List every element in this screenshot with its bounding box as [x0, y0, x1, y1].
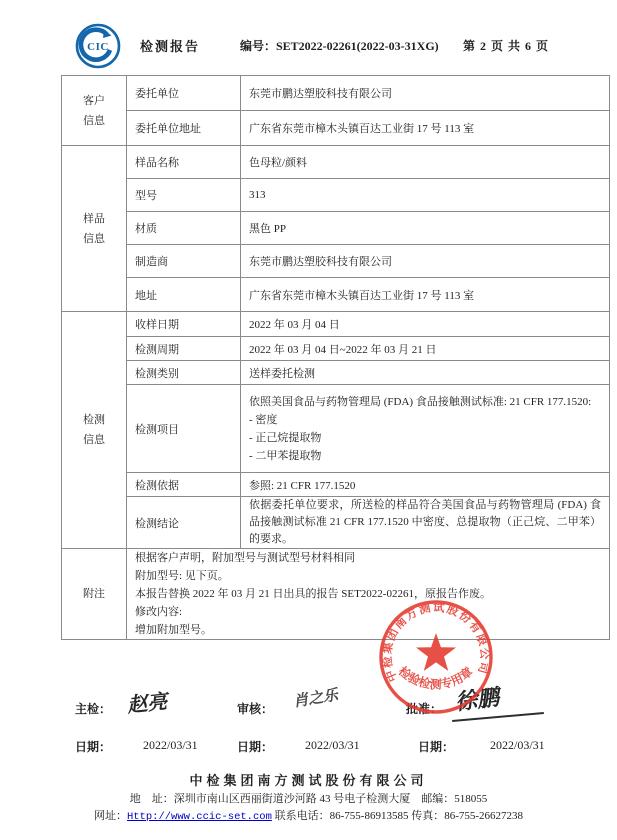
field-label: 地址: [127, 278, 241, 312]
signature-approver: 徐鹏: [453, 684, 501, 715]
svg-text:CIC: CIC: [87, 41, 109, 53]
notes-cell: [127, 549, 610, 640]
group-label-line: 客户: [83, 94, 105, 107]
group-test-info: [62, 312, 127, 549]
footer-company-name: 中检集团南方测试股份有限公司: [189, 773, 428, 788]
group-label-line: 信息: [83, 232, 105, 245]
svg-text:检验检测专用章: [396, 663, 476, 692]
stamp-banner-text: 检验检测专用章: [395, 663, 476, 692]
ccic-logo-icon: [74, 22, 122, 70]
field-value: 色母粒/颜料: [241, 146, 610, 179]
field-label: 检测周期: [127, 337, 241, 361]
field-label: 材质: [127, 212, 241, 245]
field-value: 黑色 PP: [241, 212, 610, 245]
field-value: 送样委托检测: [241, 361, 610, 385]
field-label: 检测结论: [127, 497, 241, 549]
footer-address: 地 址：深圳市南山区西丽街道沙河路 43 号电子检测大厦 邮编：518055: [129, 793, 488, 805]
stamp-ring-text: 中检集团南方测试股份有限公司: [381, 601, 491, 684]
test-conclusion: 依据委托单位要求，所送检的样品符合美国食品与药物管理局 (FDA) 食品接触测试标准 21 CFR 177.1520 中密度、总提取物（正己烷、二甲苯）的要求。: [249, 499, 601, 545]
group-label-line: 样品: [83, 212, 105, 225]
role-label-chief: 主检：: [75, 702, 112, 716]
doc-title: 检测报告: [140, 39, 201, 54]
role-label-approver: 批准：: [406, 702, 443, 716]
date-label: 日期：: [75, 740, 112, 754]
group-label-line: 信息: [83, 114, 105, 127]
test-item: - 二甲苯提取物: [249, 449, 322, 462]
field-label: 制造商: [127, 245, 241, 278]
signature-reviewer: 肖之乐: [292, 687, 340, 711]
field-label: 委托单位地址: [127, 111, 241, 146]
field-value: 2022 年 03 月 04 日: [241, 312, 610, 337]
field-value: 2022 年 03 月 04 日~2022 年 03 月 21 日: [241, 337, 610, 361]
note-line: 根据客户声明，附加型号与测试型号材料相同: [135, 552, 355, 564]
note-line: 附加型号: 见下页。: [135, 570, 229, 582]
group-customer-info: [62, 76, 127, 146]
group-notes: [62, 549, 127, 640]
report-number: 编号：SET2022-02261(2022-03-31XG): [240, 39, 439, 53]
footer-phone: 联系电话：86-755-86913585: [274, 810, 409, 822]
footer-website-label: 网址：: [93, 810, 127, 822]
note-line: 增加附加型号。: [135, 624, 212, 636]
date-value: 2022/03/31: [143, 738, 198, 752]
test-item: - 正己烷提取物: [249, 431, 322, 444]
field-label: 收样日期: [127, 312, 241, 337]
field-label: 检测依据: [127, 473, 241, 497]
field-label: 样品名称: [127, 146, 241, 179]
group-label-line: 信息: [83, 434, 105, 446]
date-label: 日期：: [418, 740, 455, 754]
report-table: [61, 75, 610, 640]
footer-fax: 传真：86-755-26627238: [411, 810, 524, 822]
test-item: - 密度: [249, 413, 278, 426]
field-value: 313: [241, 179, 610, 212]
field-label: 委托单位: [127, 76, 241, 111]
field-value: 广东省东莞市樟木头镇百达工业街 17 号 113 室: [241, 278, 610, 312]
group-label-line: 附注: [83, 588, 105, 600]
field-value: 广东省东莞市樟木头镇百达工业街 17 号 113 室: [241, 111, 610, 146]
test-items-intro: 依照美国食品与药物管理局 (FDA) 食品接触测试标准: 21 CFR 177.1520:: [249, 395, 592, 408]
footer-contact: [0, 807, 617, 823]
group-sample-info: [62, 146, 127, 312]
page-indicator: 第 2 页 共 6 页: [463, 39, 550, 53]
field-label: 型号: [127, 179, 241, 212]
signature-chief: 赵亮: [126, 690, 169, 718]
test-conclusion-cell: [241, 497, 610, 549]
note-line: 本报告替换 2022 年 03 月 21 日出具的报告 SET2022-02261，原报告作废。: [135, 588, 491, 600]
date-label: 日期：: [237, 740, 274, 754]
field-label: 检测类别: [127, 361, 241, 385]
note-line: 修改内容:: [135, 606, 183, 618]
footer-website-link[interactable]: Http://www.ccic-set.com: [126, 811, 272, 823]
date-value: 2022/03/31: [490, 738, 545, 752]
field-value: 东莞市鹏达塑胶科技有限公司: [241, 76, 610, 111]
field-value: 参照: 21 CFR 177.1520: [241, 473, 610, 497]
field-label: 检测项目: [127, 385, 241, 473]
stamp-star-icon: [416, 633, 456, 671]
company-stamp: [377, 598, 495, 716]
test-items-cell: [241, 385, 610, 473]
role-label-reviewer: 审核：: [237, 702, 274, 716]
group-label-line: 检测: [83, 414, 105, 426]
date-value: 2022/03/31: [305, 738, 360, 752]
field-value: 东莞市鹏达塑胶科技有限公司: [241, 245, 610, 278]
